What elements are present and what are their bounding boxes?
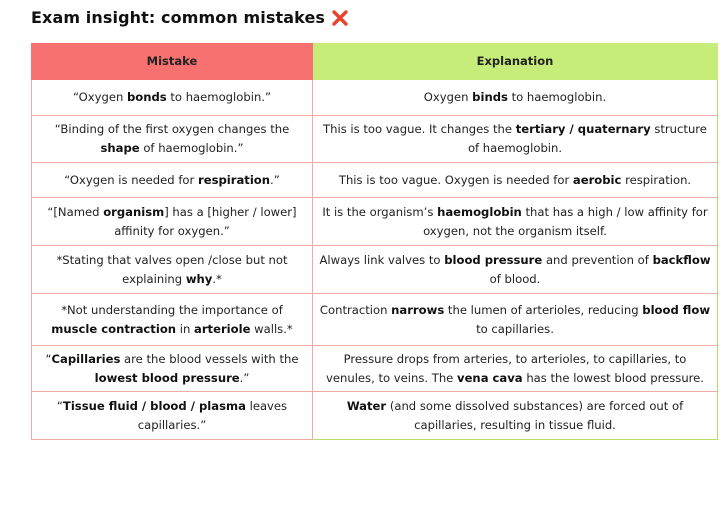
explanation-cell (313, 346, 718, 392)
cell-text: “Binding of the first oxygen changes the (54, 122, 290, 136)
bold-text: muscle contraction (51, 321, 177, 336)
cell-text: of blood. (489, 271, 541, 286)
cross-mark-icon (331, 9, 349, 27)
table-row (32, 116, 718, 163)
page-title (31, 8, 349, 27)
table-row (32, 346, 718, 392)
cell-text: to capillaries. (476, 321, 554, 336)
cell-text: Pressure drops from arteries, to arterioles, to capillaries, to venules, to veins. The (326, 351, 687, 385)
cell-text: “ (45, 351, 52, 366)
bold-text: blood pressure (444, 252, 543, 267)
cell-text: to haemoglobin.” (166, 90, 271, 104)
explanation-cell (313, 80, 718, 116)
bold-text: aerobic (572, 172, 622, 187)
bold-text: respiration (197, 172, 271, 187)
explanation-cell (313, 163, 718, 198)
bold-text: blood flow (642, 302, 711, 317)
cell-text: structure of haemoglobin. (467, 122, 707, 155)
bold-text: Water (346, 398, 387, 413)
table-row (32, 392, 718, 440)
explanation-cell (313, 392, 718, 440)
mistake-cell (32, 294, 313, 346)
cell-text: ] has a [higher / lower] affinity for oxygen.” (114, 204, 297, 238)
cell-text: leaves capillaries.” (137, 398, 288, 432)
bold-text: Capillaries (51, 351, 121, 366)
mistake-cell (32, 246, 313, 294)
cell-text: “ (56, 398, 63, 413)
table-row (32, 198, 718, 246)
bold-text: organism (103, 204, 165, 219)
cell-text: Oxygen (423, 90, 473, 104)
cell-text: respiration. (621, 172, 692, 187)
cell-text: This is too vague. It changes the (323, 122, 516, 136)
bold-text: tertiary / quaternary (515, 122, 651, 136)
mistake-cell (32, 116, 313, 163)
table-row (32, 163, 718, 198)
bold-text: narrows (391, 302, 445, 317)
table-row (32, 246, 718, 294)
cell-text: are the blood vessels with the (120, 351, 299, 366)
cell-text: “Oxygen (73, 90, 127, 104)
cell-text: “[Named (47, 204, 104, 219)
mistake-cell (32, 346, 313, 392)
table-row (32, 80, 718, 116)
mistake-cell (32, 198, 313, 246)
bold-text: arteriole (194, 321, 251, 336)
bold-text: shape (100, 141, 140, 155)
header-explanation: Explanation (313, 44, 718, 80)
page-title-text: Exam insight: common mistakes (31, 8, 326, 27)
cell-text: to haemoglobin. (507, 90, 607, 104)
bold-text: lowest blood pressure (94, 370, 240, 385)
bold-text: vena cava (457, 370, 523, 385)
mistakes-table (31, 43, 718, 440)
bold-text: backflow (652, 252, 711, 267)
bold-text: Tissue fluid / blood / plasma (62, 398, 246, 413)
cell-text: .” (270, 172, 280, 187)
mistake-cell (32, 392, 313, 440)
explanation-cell (313, 294, 718, 346)
cell-text: Contraction (319, 302, 392, 317)
cell-text: It is the organism’s (322, 204, 438, 219)
cell-text: in (176, 321, 194, 336)
mistake-cell (32, 163, 313, 198)
cell-text: has the lowest blood pressure. (522, 370, 704, 385)
explanation-cell (313, 198, 718, 246)
table-header-row (32, 44, 718, 80)
header-mistake: Mistake (32, 44, 313, 80)
bold-text: why (185, 271, 213, 286)
cell-text: walls.* (250, 321, 293, 336)
cell-text: .* (212, 271, 222, 286)
bold-text: binds (472, 90, 508, 104)
cell-text: (and some dissolved substances) are forced out of capillaries, resulting in tissue fluid. (386, 398, 684, 432)
cell-text: and prevention of (542, 252, 653, 267)
explanation-cell (313, 116, 718, 163)
cell-text: the lumen of arterioles, reducing (444, 302, 643, 317)
table-row (32, 294, 718, 346)
cell-text: that has a high / low affinity for oxygen, not the organism itself. (423, 204, 708, 238)
cell-text: “Oxygen is needed for (64, 172, 198, 187)
cell-text: .” (239, 370, 250, 385)
bold-text: bonds (126, 90, 167, 104)
cell-text: *Stating that valves open /close but not explaining (56, 252, 288, 286)
cell-text: of haemoglobin.” (139, 141, 244, 155)
explanation-cell (313, 246, 718, 294)
cell-text: This is too vague. Oxygen is needed for (338, 172, 573, 187)
mistake-cell (32, 80, 313, 116)
cell-text: *Not understanding the importance of (61, 302, 283, 317)
bold-text: haemoglobin (437, 204, 522, 219)
cell-text: Always link valves to (319, 252, 445, 267)
